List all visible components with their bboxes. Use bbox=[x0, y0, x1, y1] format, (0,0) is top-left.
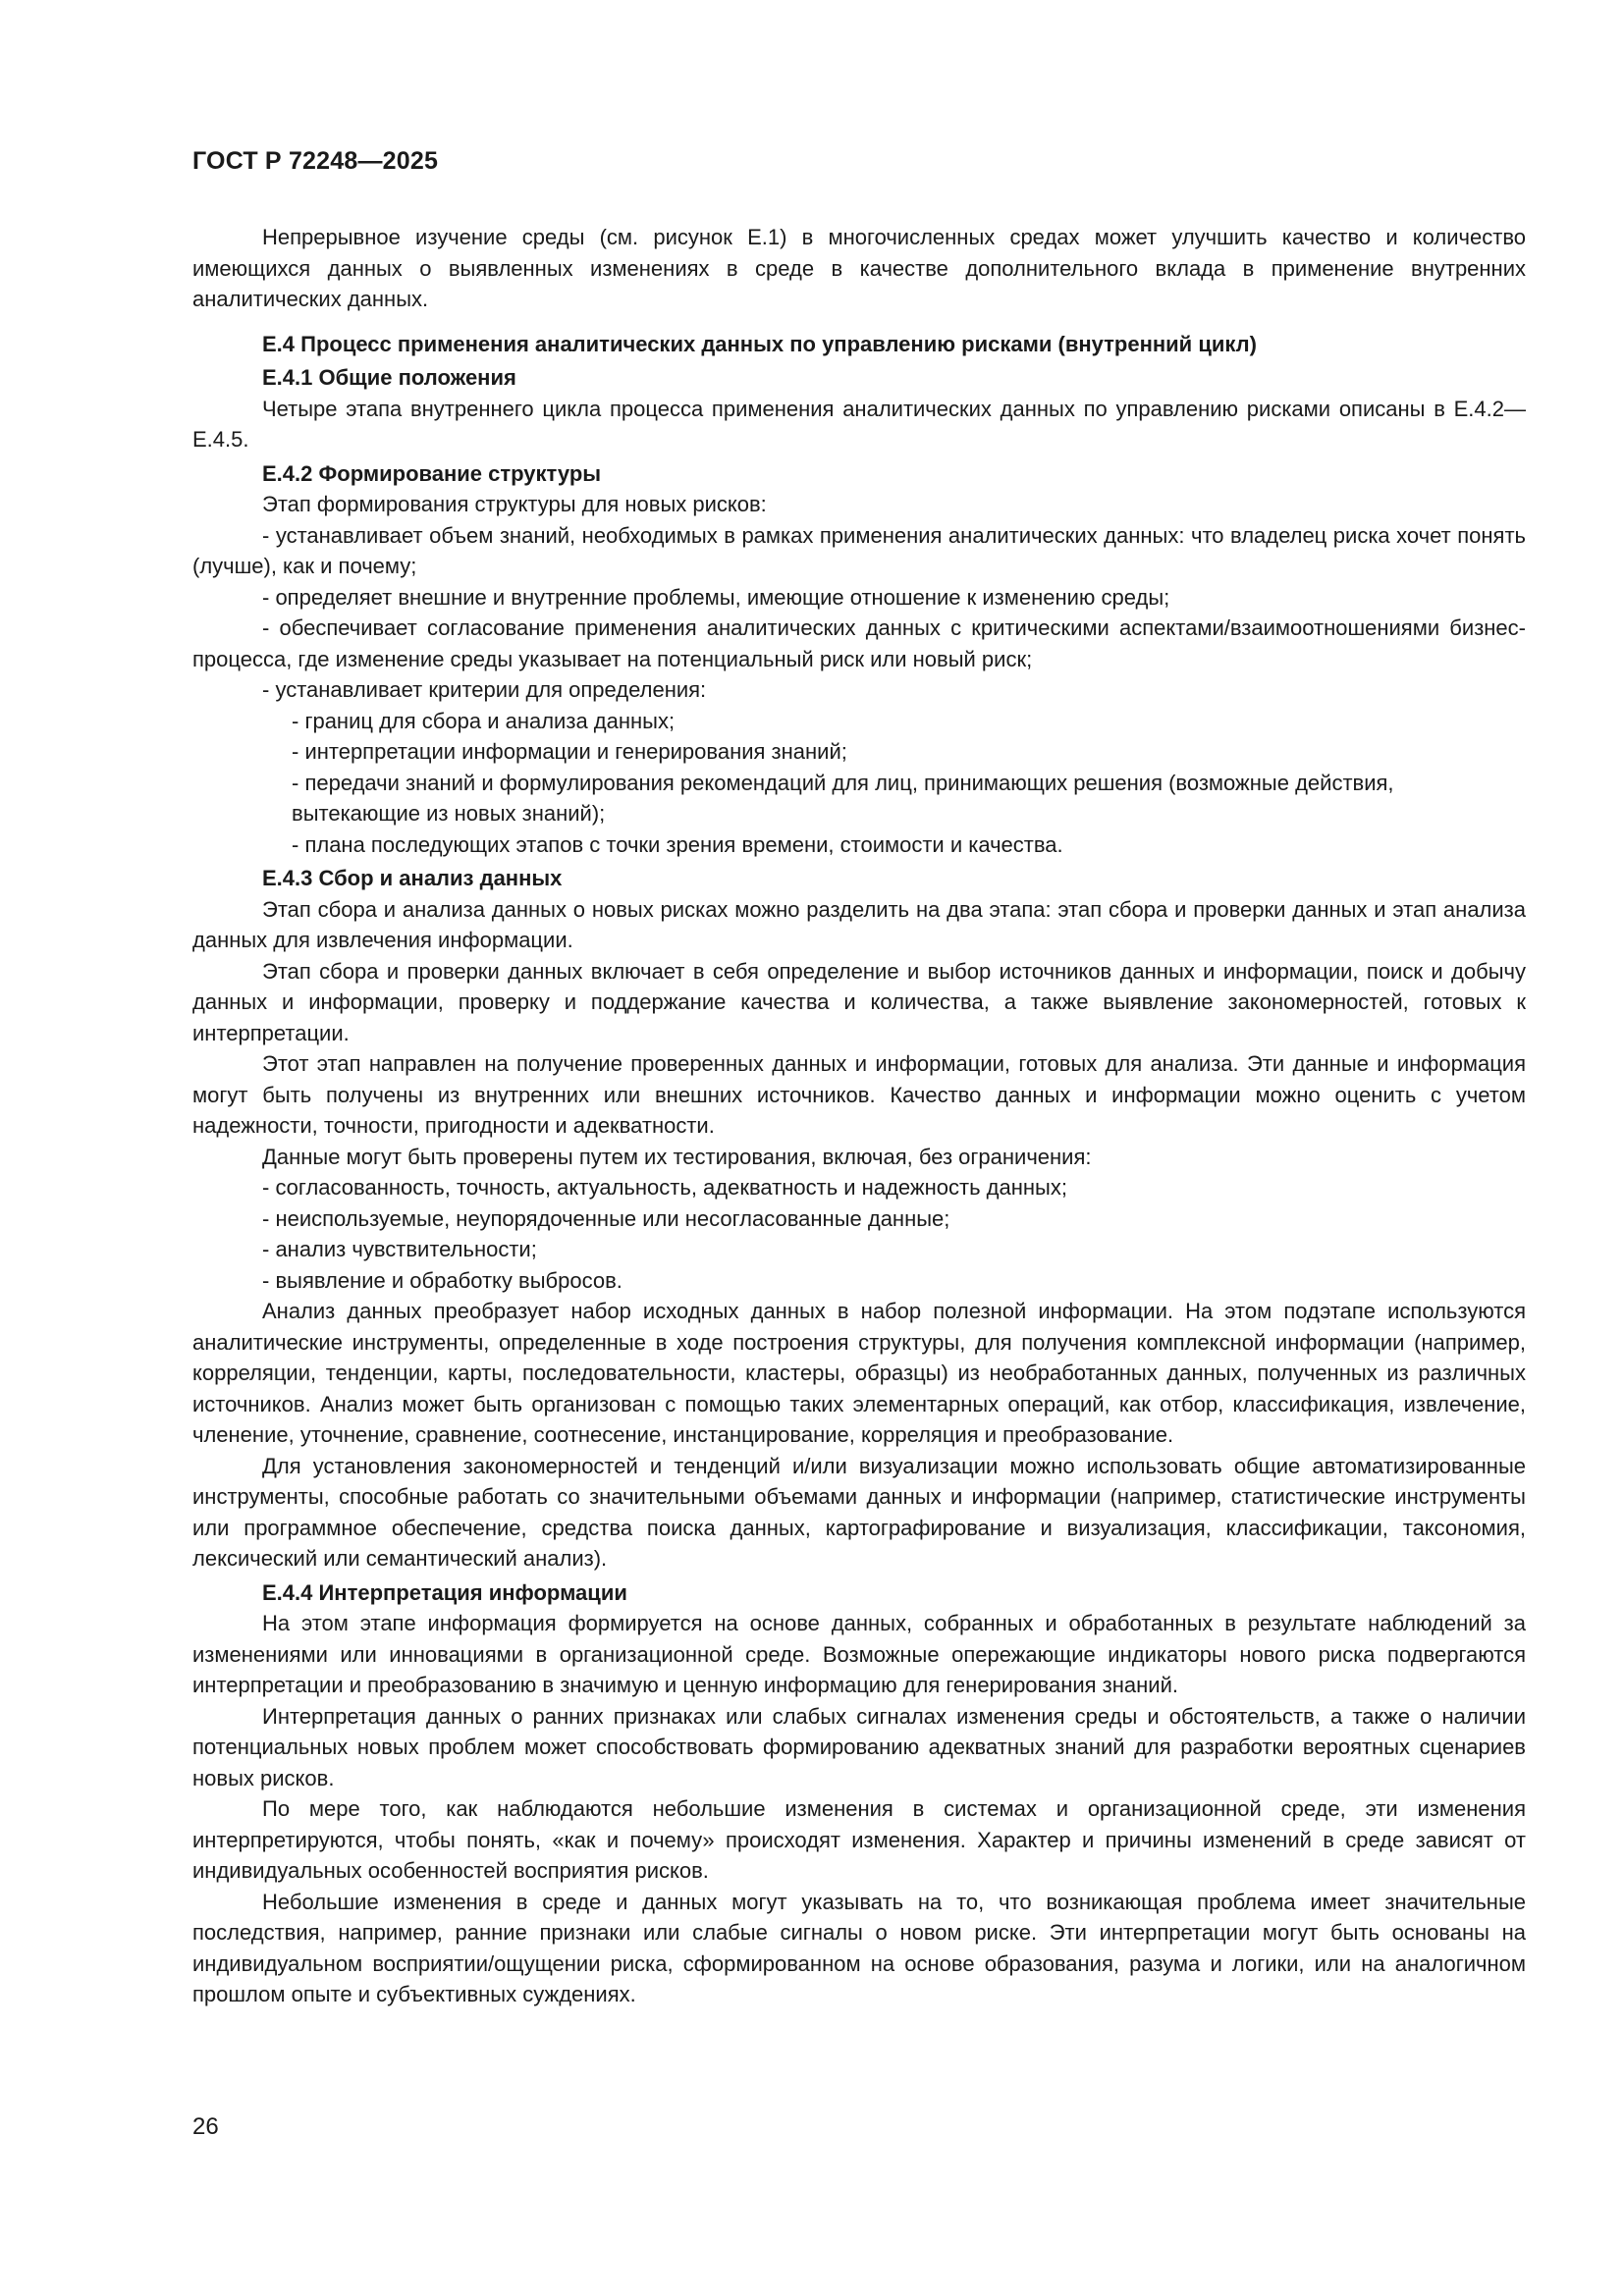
paragraph: Этап сбора и анализа данных о новых рисках можно разделить на два этапа: этап сбора и проверки данных и этап анализа данных для извлечения информации. bbox=[192, 896, 1526, 952]
document-body bbox=[192, 222, 1526, 2010]
paragraph: Данные могут быть проверены путем их тестирования, включая, без ограничения: bbox=[262, 1144, 1092, 1169]
list-item: - согласованность, точность, актуальность, адекватность и надежность данных; bbox=[262, 1175, 1067, 1200]
list-item: - неиспользуемые, неупорядоченные или несогласованные данные; bbox=[262, 1205, 950, 1231]
subsection-heading: Е.4.3 Сбор и анализ данных bbox=[262, 866, 563, 890]
paragraph: Этап сбора и проверки данных включает в себя определение и выбор источников данных и информации, поиск и добычу данных и информации, проверку и поддержание качества и количества, а также выявление закономерностей, готовых к интерпретации. bbox=[192, 958, 1526, 1045]
paragraph: Этот этап направлен на получение проверенных данных и информации, готовых для анализа. Эти данные и информация могут быть получены из внутренних или внешних источников. Качество данных и информации можно оценить с учетом надежности, точности, пригодности и адекватности. bbox=[192, 1051, 1526, 1138]
document-header: ГОСТ Р 72248—2025 bbox=[192, 147, 439, 175]
paragraph: Небольшие изменения в среде и данных могут указывать на то, что возникающая проблема имеет значительные последствия, например, ранние признаки или слабые сигналы о новом риске. Эти интерпретации могут быть основаны на индивидуальном восприятии/ощущении риска, сформированном на основе образования, разума и логики, или на аналогичном прошлом опыте и субъективных суждениях. bbox=[192, 1889, 1526, 2006]
paragraph: Этап формирования структуры для новых рисков: bbox=[262, 492, 767, 516]
paragraph: Для установления закономерностей и тенденций и/или визуализации можно использовать общие автоматизированные инструменты, способные работать со значительными объемами данных и информации (например, статистические инструменты или программное обеспечение, средства поиска данных, картографирование и визуализация, классификации, таксономия, лексический или семантический анализ). bbox=[192, 1453, 1526, 1571]
list-item: - устанавливает объем знаний, необходимых в рамках применения аналитических данных: что владелец риска хочет понять (лучше), как и почему; bbox=[192, 522, 1526, 578]
subsection-heading: Е.4.4 Интерпретация информации bbox=[262, 1579, 627, 1605]
list-item: - анализ чувствительности; bbox=[262, 1237, 537, 1261]
paragraph: На этом этапе информация формируется на основе данных, собранных и обработанных в результате наблюдений за изменениями или инновациями в организационной среде. Возможные опережающие индикаторы нового риска подвергаются интерпретации и преобразованию в значимую и ценную информацию для генерирования знаний. bbox=[192, 1611, 1526, 1697]
sub-list-item: - плана последующих этапов с точки зрения времени, стоимости и качества. bbox=[292, 831, 1063, 857]
sub-list-item: - интерпретации информации и генерирования знаний; bbox=[292, 739, 847, 764]
sub-list-item: - передачи знаний и формулирования рекомендаций для лиц, принимающих решения (возможные действия, вытекающие из новых знаний); bbox=[292, 770, 1394, 826]
list-item: - выявление и обработку выбросов. bbox=[262, 1267, 623, 1293]
subsection-heading: Е.4.1 Общие положения bbox=[262, 365, 516, 390]
paragraph: Четыре этапа внутреннего цикла процесса применения аналитических данных по управлению рисками описаны в Е.4.2—Е.4.5. bbox=[192, 396, 1526, 452]
subsection-heading: Е.4.2 Формирование структуры bbox=[262, 460, 602, 486]
list-item: - устанавливает критерии для определения: bbox=[262, 677, 707, 702]
paragraph: Анализ данных преобразует набор исходных данных в набор полезной информации. На этом подэтапе используются аналитические инструменты, определенные в ходе построения структуры, для получения комплексной информации (например, корреляции, тенденции, карты, последовательности, кластеры, образцы) из необработанных данных, полученных из различных источников. Анализ может быть организован с помощью таких элементарных операций, как отбор, классификация, извлечение, членение, уточнение, сравнение, соотнесение, инстанцирование, корреляция и преобразование. bbox=[192, 1299, 1526, 1447]
paragraph: Непрерывное изучение среды (см. рисунок Е.1) в многочисленных средах может улучшить качество и количество имеющихся данных о выявленных изменениях в среде в качестве дополнительного вклада в применение внутренних аналитических данных. bbox=[192, 225, 1526, 311]
sub-list-item: - границ для сбора и анализа данных; bbox=[292, 708, 676, 733]
page-number: 26 bbox=[192, 2113, 219, 2140]
section-heading: Е.4 Процесс применения аналитических данных по управлению рисками (внутренний цикл) bbox=[262, 331, 1257, 356]
list-item: - определяет внешние и внутренние проблемы, имеющие отношение к изменению среды; bbox=[262, 584, 1170, 610]
paragraph: Интерпретация данных о ранних признаках или слабых сигналах изменения среды и обстоятельств, а также о наличии потенциальных новых проблем может способствовать формированию адекватных знаний для разработки вероятных сценариев новых рисков. bbox=[192, 1703, 1526, 1790]
list-item: - обеспечивает согласование применения аналитических данных с критическими аспектами/взаимоотношениями бизнес-процесса, где изменение среды указывает на потенциальный риск или новый риск; bbox=[192, 615, 1526, 671]
paragraph: По мере того, как наблюдаются небольшие изменения в системах и организационной среде, эти изменения интерпретируются, чтобы понять, «как и почему» происходят изменения. Характер и причины изменений в среде зависят от индивидуальных особенностей восприятия рисков. bbox=[192, 1796, 1526, 1883]
